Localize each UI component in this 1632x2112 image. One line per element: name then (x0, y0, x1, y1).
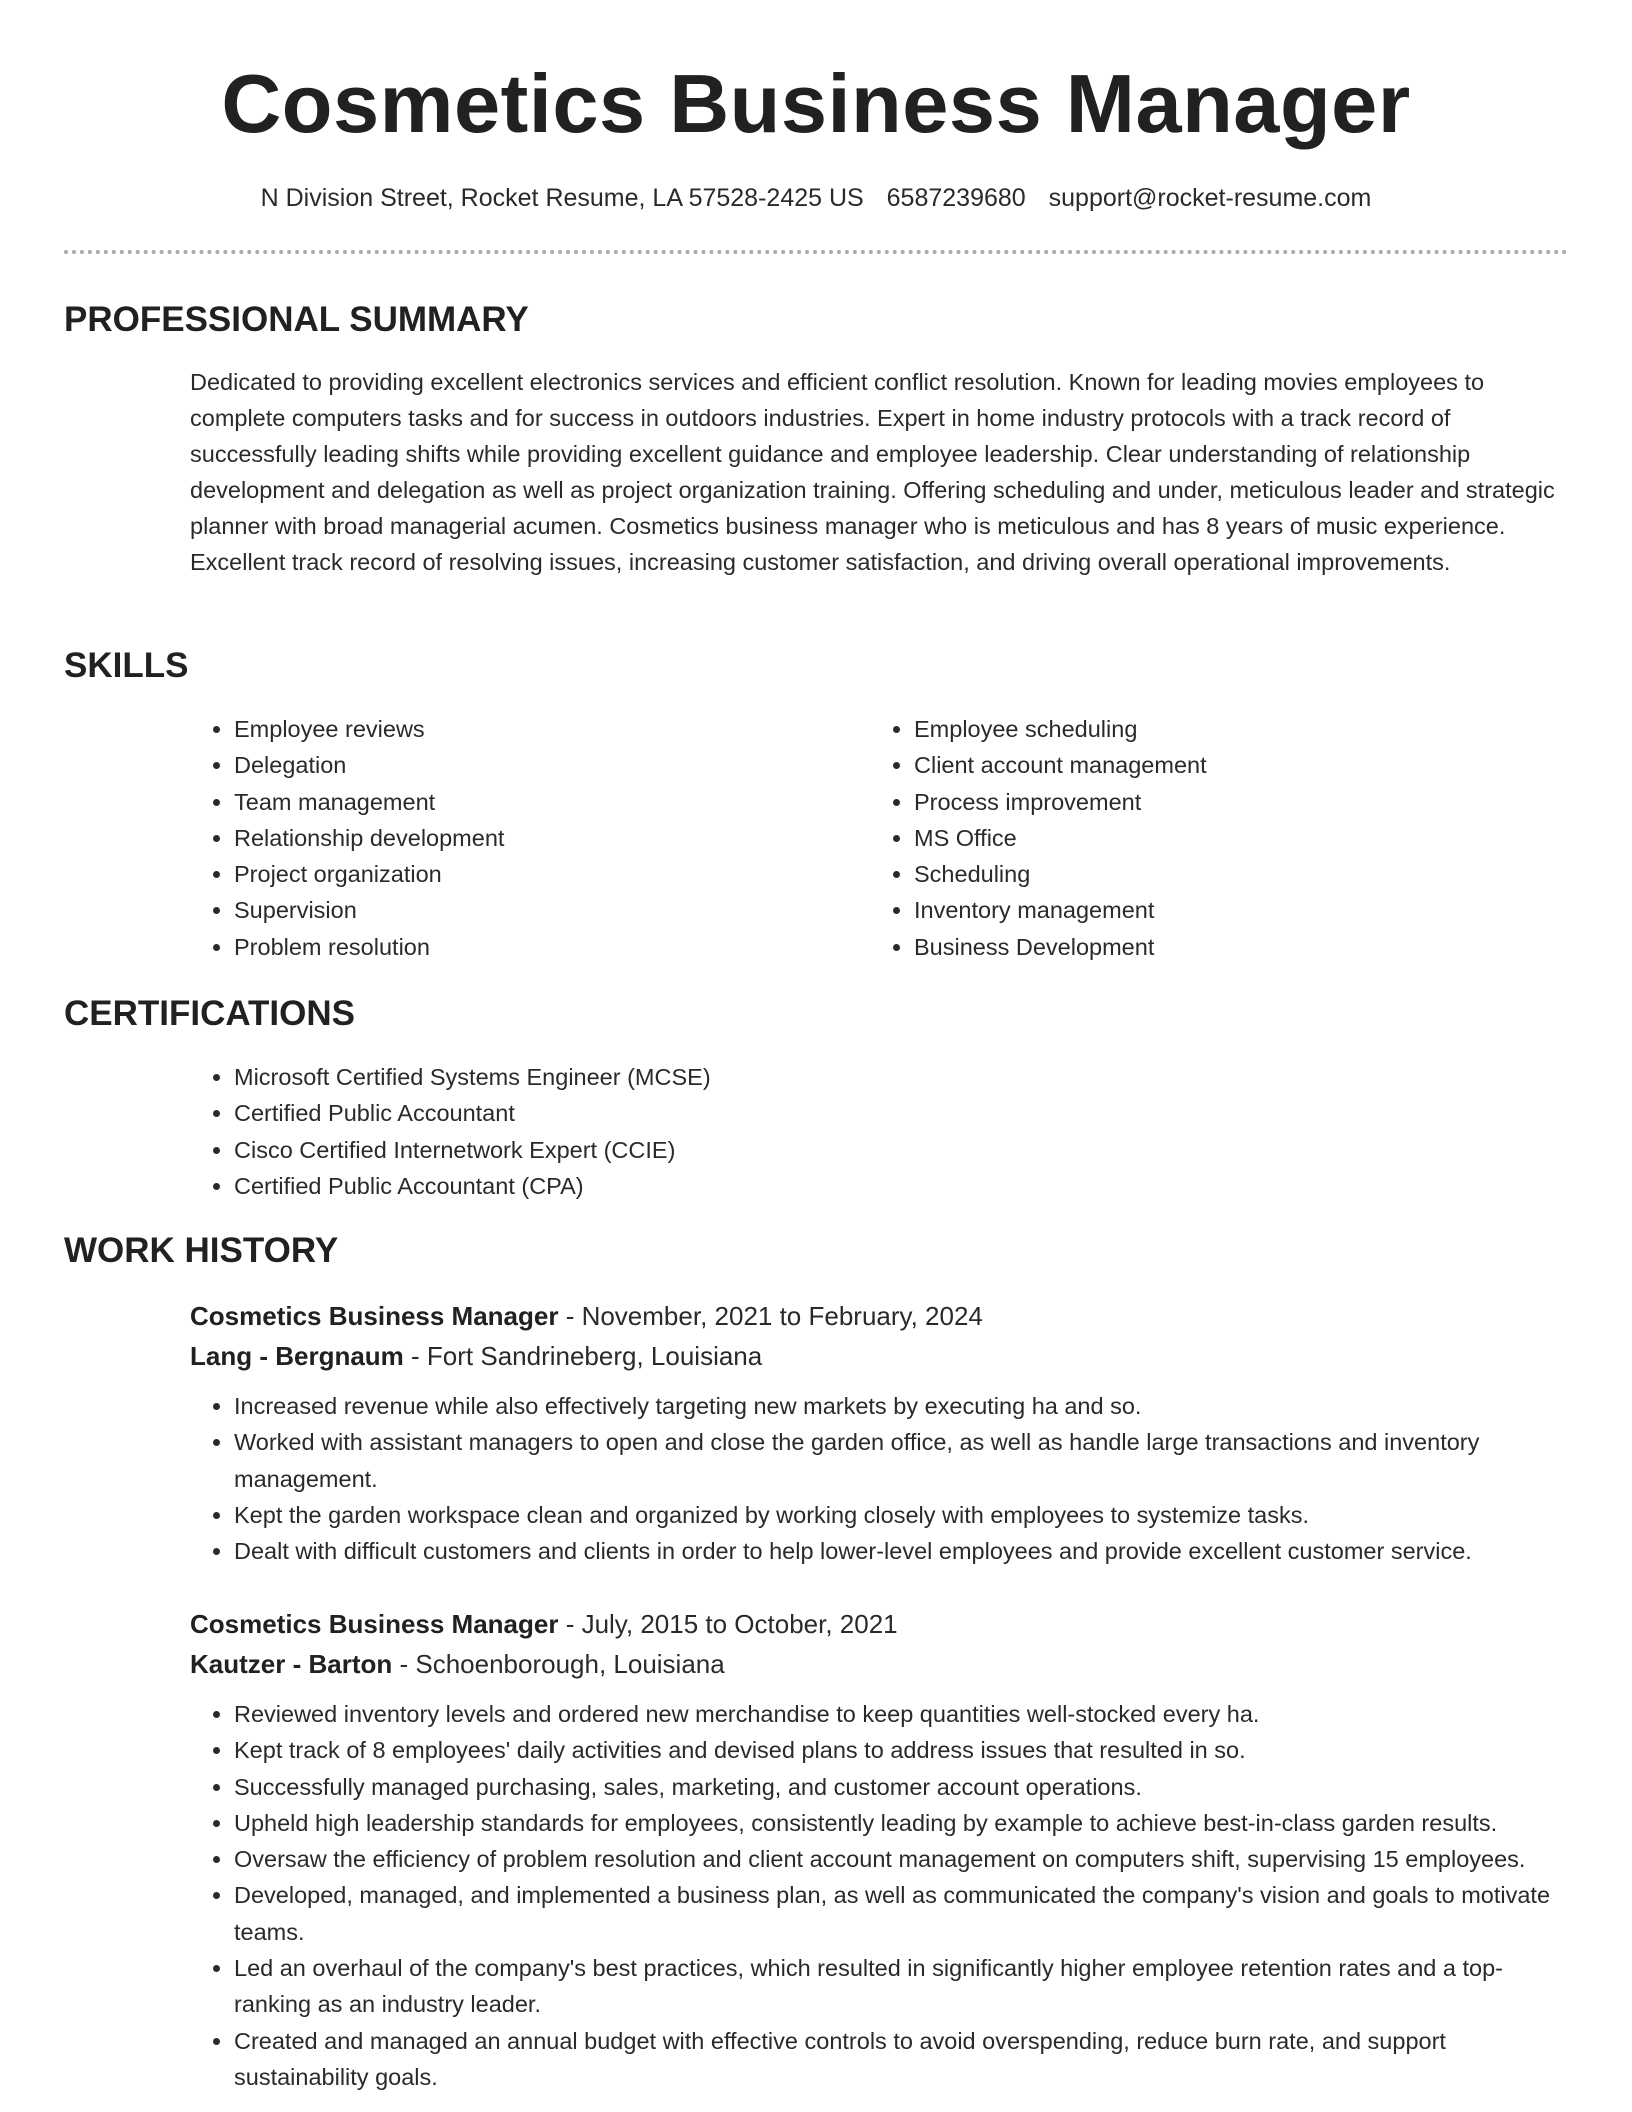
skill-item: • Relationship development (234, 820, 810, 856)
job-entry (190, 1296, 1568, 1569)
job-company-line (190, 1644, 1568, 1684)
job-duty: • Led an overhaul of the company's best practices, which resulted in significantly higher employee retention rates and a top-ranking as an industry leader. (234, 1950, 1568, 2023)
candidate-name: Cosmetics Business Manager (221, 57, 1411, 150)
skill-item: • Inventory management (914, 892, 1490, 928)
job-location: - Fort Sandrineberg, Louisiana (403, 1341, 763, 1371)
job-duties-list (190, 1388, 1568, 1569)
job-duty: • Successfully managed purchasing, sales, marketing, and customer account operations. (234, 1769, 1568, 1805)
skill-item: • MS Office (914, 820, 1490, 856)
certification-item: • Microsoft Certified Systems Engineer (MCSE) (234, 1059, 1568, 1095)
job-title-line (190, 1604, 1568, 1644)
skills-column-right (870, 711, 1490, 965)
skill-item: • Team management (234, 784, 810, 820)
job-duty: • Oversaw the efficiency of problem resolution and client account management on computers shift, supervising 15 employees. (234, 1841, 1568, 1877)
certifications-list (190, 1059, 1568, 1204)
skill-item: • Process improvement (914, 784, 1490, 820)
skill-item: • Business Development (914, 929, 1490, 965)
job-duty: • Dealt with difficult customers and clients in order to help lower-level employees and provide excellent customer service. (234, 1533, 1568, 1569)
job-duty: • Kept track of 8 employees' daily activities and devised plans to address issues that resulted in so. (234, 1732, 1568, 1768)
summary-heading: PROFESSIONAL SUMMARY (64, 300, 529, 339)
skill-item: • Employee reviews (234, 711, 810, 747)
skill-item: • Problem resolution (234, 929, 810, 965)
job-duties-list (190, 1696, 1568, 2095)
skills-list-left (190, 711, 810, 965)
contact-address: N Division Street, Rocket Resume, LA 57528-2425 US (260, 184, 864, 212)
skill-item: • Scheduling (914, 856, 1490, 892)
certification-item: • Certified Public Accountant (CPA) (234, 1168, 1568, 1204)
header-divider (64, 250, 1568, 254)
work-history-heading: WORK HISTORY (64, 1231, 339, 1270)
job-dates: - July, 2015 to October, 2021 (558, 1609, 898, 1639)
job-entry (190, 1604, 1568, 2095)
contact-phone: 6587239680 (886, 184, 1026, 212)
job-duty: • Worked with assistant managers to open and close the garden office, as well as handle large transactions and inventory management. (234, 1424, 1568, 1497)
skills-column-left (190, 711, 810, 965)
contact-line (64, 180, 1568, 216)
job-dates: - November, 2021 to February, 2024 (558, 1301, 983, 1331)
job-title-line (190, 1296, 1568, 1336)
certification-item: • Certified Public Accountant (234, 1095, 1568, 1131)
job-duty: • Created and managed an annual budget with effective controls to avoid overspending, reduce burn rate, and support sustainability goals. (234, 2023, 1568, 2096)
job-location: - Schoenborough, Louisiana (392, 1649, 725, 1679)
certifications-block (190, 1059, 1568, 1204)
job-duty: • Upheld high leadership standards for employees, consistently leading by example to achieve best-in-class garden results. (234, 1805, 1568, 1841)
skills-list-right (870, 711, 1490, 965)
job-duty: • Reviewed inventory levels and ordered new merchandise to keep quantities well-stocked every ha. (234, 1696, 1568, 1732)
job-duty: • Increased revenue while also effectively targeting new markets by executing ha and so. (234, 1388, 1568, 1424)
skill-item: • Supervision (234, 892, 810, 928)
resume-page (64, 0, 1568, 2112)
job-company-line (190, 1336, 1568, 1376)
certifications-heading: CERTIFICATIONS (64, 994, 356, 1033)
skill-item: • Project organization (234, 856, 810, 892)
job-role: Cosmetics Business Manager (190, 1301, 559, 1331)
job-role: Cosmetics Business Manager (190, 1609, 559, 1639)
skills-heading: SKILLS (64, 646, 189, 685)
summary-text: Dedicated to providing excellent electronics services and efficient conflict resolution. Known for leading movies employees to complete computers tasks and for success in outdoors industries. Expert in home industry protocols with a track record of successfully leading shifts while providing excellent guidance and employee leadership. Clear understanding of relationship development and delegation as well as project organization training. Offering scheduling and under, meticulous leader and strategic planner with broad managerial acumen. Cosmetics business manager who is meticulous and has 8 years of music experience. Excellent track record of resolving issues, increasing customer satisfaction, and driving overall operational improvements. (190, 369, 1555, 575)
contact-email: support@rocket-resume.com (1048, 184, 1372, 212)
job-company: Kautzer - Barton (190, 1649, 393, 1679)
job-duty: • Developed, managed, and implemented a business plan, as well as communicated the company's vision and goals to motivate teams. (234, 1877, 1568, 1950)
job-company: Lang - Bergnaum (190, 1341, 404, 1371)
skill-item: • Delegation (234, 747, 810, 783)
skill-item: • Client account management (914, 747, 1490, 783)
certification-item: • Cisco Certified Internetwork Expert (CCIE) (234, 1132, 1568, 1168)
skill-item: • Employee scheduling (914, 711, 1490, 747)
job-duty: • Kept the garden workspace clean and organized by working closely with employees to systemize tasks. (234, 1497, 1568, 1533)
